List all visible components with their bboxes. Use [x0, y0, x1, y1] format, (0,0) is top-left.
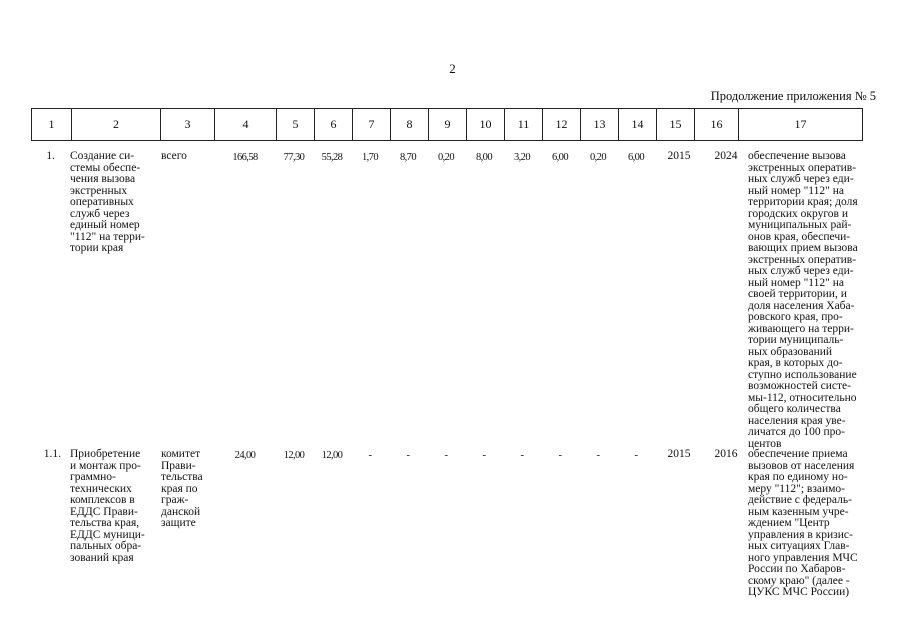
header-cell: 13 [581, 109, 619, 141]
header-cell: 17 [739, 109, 863, 141]
header-cell: 7 [353, 109, 391, 141]
row-2-year-5: - [444, 450, 448, 461]
header-cell: 8 [391, 109, 429, 141]
header-cell: 9 [429, 109, 467, 141]
row-1-year-5: 0,20 [438, 152, 454, 163]
row-1-year-8: 6,00 [552, 152, 568, 163]
row-1-number: 1. [46, 150, 55, 162]
row-2-total: 24,00 [234, 450, 256, 461]
header-cell: 16 [695, 109, 739, 141]
header-cell: 10 [467, 109, 505, 141]
row-2-year-6: - [482, 450, 486, 461]
row-2-year-2: 12,00 [321, 450, 343, 461]
row-2-year-9: - [596, 450, 600, 461]
row-1-result: обеспечение вызова экстренных оператив- ных служб через еди- ный номер "112" на территории края; доля городских округов и муниципальных рай- онов края, обеспечи- вающих прием вызова экстренных оператив- ных служб через еди- ный номер "112" на своей территории, и доля населения Хаба- ровского края, про- живающего на терри- тории муниципаль- ных образований края, в которых до- ступно использование возможностей систе- мы-112, относительно общего количества населения края уве- личатся до 100 про- центов [748, 150, 858, 450]
row-2-executor: комитет Прави- тельства края по граж- данской защите [161, 448, 203, 529]
row-1-end-year: 2024 [714, 150, 738, 162]
header-cell: 15 [657, 109, 695, 141]
row-1-year-6: 8,00 [476, 152, 492, 163]
row-2-year-1: 12,00 [283, 450, 305, 461]
row-2-number: 1.1. [43, 448, 61, 460]
header-cell: 1 [32, 109, 72, 141]
row-2-year-8: - [558, 450, 562, 461]
row-1-year-9: 0,20 [590, 152, 606, 163]
header-cell: 14 [619, 109, 657, 141]
header-cell: 11 [505, 109, 543, 141]
row-1-total: 166,58 [232, 152, 258, 163]
row-1-executor: всего [161, 150, 187, 162]
row-1-year-1: 77,30 [283, 152, 305, 163]
row-2-year-3: - [368, 450, 372, 461]
page-number: 2 [449, 61, 456, 76]
row-1-year-4: 8,70 [400, 152, 416, 163]
header-cell: 3 [161, 109, 215, 141]
row-2-name: Приобретение и монтаж про- граммно- технических комплексов в ЕДДС Прави- тельства края, ЕДДС муници- пальных обра- зований края [70, 448, 145, 564]
row-1-start-year: 2015 [667, 150, 691, 162]
row-1-year-3: 1,70 [362, 152, 378, 163]
row-1-name: Создание си- стемы обеспе- чения вызова экстренных оперативных служб через единый номер "112" на терри- тории края [70, 150, 145, 254]
row-2-year-10: - [634, 450, 638, 461]
row-1-year-7: 3,20 [514, 152, 530, 163]
row-2-year-4: - [406, 450, 410, 461]
header-cell: 5 [277, 109, 315, 141]
table-header [31, 108, 863, 141]
header-cell: 4 [215, 109, 277, 141]
header-cell: 12 [543, 109, 581, 141]
row-2-year-7: - [520, 450, 524, 461]
row-2-end-year: 2016 [714, 448, 738, 460]
row-1-year-10: 6,00 [628, 152, 644, 163]
row-1-year-2: 55,28 [321, 152, 343, 163]
header-cell: 2 [72, 109, 161, 141]
header-cell: 6 [315, 109, 353, 141]
continuation-title: Продолжение приложения № 5 [710, 89, 876, 103]
row-2-start-year: 2015 [667, 448, 691, 460]
row-2-result: обеспечение приема вызовов от населения края по единому но- меру "112"; взаимо- действие с федераль- ным казенным учре- ждением "Центр управления в кризис- ных ситуациях Глав- ного управления МЧС России по Хабаров- скому краю" (далее - ЦУКС МЧС России) [748, 448, 858, 598]
